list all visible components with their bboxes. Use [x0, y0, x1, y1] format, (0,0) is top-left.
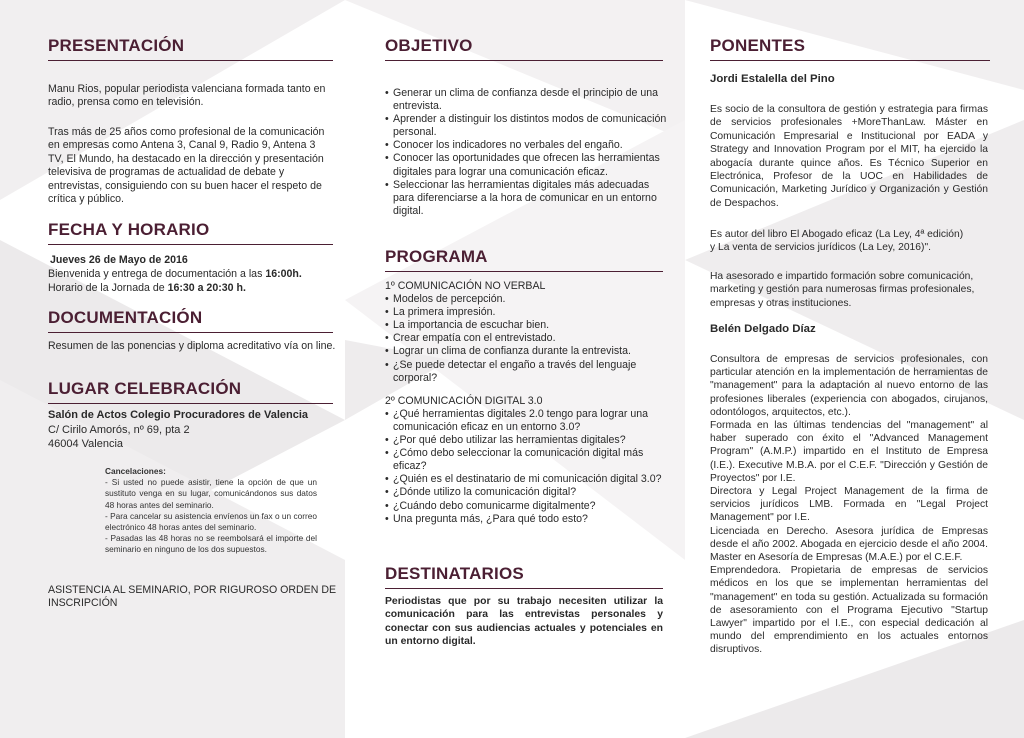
list-item: • La primera impresión. — [385, 306, 665, 319]
heading-presentacion: PRESENTACIÓN — [48, 36, 185, 55]
speaker-2-bio-p2: Formada en las últimas tendencias del "management" al haber superado con éxito el "Advanced Management Program" (A.M.P.) impartido en el Instituto de Empresa (I.E.). Executive M.B.A. por el C.E.F. "Dirección y Gestión de Proyectos" por I.E. — [710, 420, 988, 484]
cancelaciones-p2: - Para cancelar su asistencia envíenos un fax o un correo electrónico 48 horas antes del seminario. — [105, 510, 317, 533]
heading-objetivo: OBJETIVO — [385, 36, 473, 55]
list-item: • Generar un clima de confianza desde el principio de una entrevista. — [385, 87, 670, 113]
session-time — [48, 282, 348, 295]
programa-section-2-list — [385, 408, 665, 526]
speaker-2-bio-p3: Directora y Legal Project Management de la firma de servicios jurídicos LMB. Formada en "Legal Project Management" por I.E. — [710, 486, 988, 524]
list-item: • La importancia de escuchar bien. — [385, 319, 665, 332]
list-item: • ¿Se puede detectar el engaño a través del lenguaje corporal? — [385, 359, 665, 385]
speaker-2-bio-p5: Emprendedora. Propietaria de empresas de servicios médicos en los que se implementan herramientas del "management" en toda su gestión. Actualizada su formación de asesoramiento con el Programa Ejecutivo "Startup Lawyer" impartido por el I.E., con especial dedicación al mundo del emprendimiento en los actuales entornos disruptivos. — [710, 565, 988, 656]
list-item: • Conocer los indicadores no verbales del engaño. — [385, 139, 670, 152]
speaker-1-book-1: Es autor del libro El Abogado eficaz (La Ley, 4ª edición) — [710, 229, 964, 240]
speaker-2-bio — [710, 353, 988, 657]
list-item: • Modelos de percepción. — [385, 293, 665, 306]
divider — [385, 60, 663, 61]
list-item: • ¿Quién es el destinatario de mi comunicación digital 3.0? — [385, 473, 665, 486]
speaker-1-bio: Es socio de la consultora de gestión y estrategia para firmas de servicios profesionales +MoreThanLaw. Máster en Comunicación Empresarial e Institucional por EADA y Strategy and Innovation Program por el MIT, ha ejercido la abogacía durante quince años. Es Técnico Superior en Electrónica, Profesor de la UOC en Habilidades de Comunicación, Marketing Jurídico y Organización y Gestión de Despachos. — [710, 104, 988, 209]
presentacion-intro: Manu Rios, popular periodista valenciana formada tanto en radio, prensa como en televisión. — [48, 83, 326, 109]
session-time-value: 16:30 a 20:30 h. — [167, 282, 246, 294]
list-item: • ¿Qué herramientas digitales 2.0 tengo para lograr una comunicación eficaz en un entorno 3.0? — [385, 408, 665, 434]
cancelaciones-p3: - Pasadas las 48 horas no se reembolsará el importe del seminario en ninguno de los dos supuestos. — [105, 533, 317, 555]
divider — [48, 244, 333, 245]
divider — [48, 332, 333, 333]
heading-programa: PROGRAMA — [385, 247, 488, 266]
heading-fecha-horario: FECHA Y HORARIO — [48, 220, 210, 239]
divider — [48, 60, 333, 61]
heading-destinatarios: DESTINATARIOS — [385, 564, 524, 583]
cancelaciones-box — [105, 466, 317, 556]
divider — [48, 403, 333, 404]
heading-lugar: LUGAR CELEBRACIÓN — [48, 379, 242, 398]
programa-section-1-list — [385, 293, 665, 385]
welcome-label: Bienvenida y entrega de documentación a las — [48, 268, 266, 280]
speaker-2-bio-p1: Consultora de empresas de servicios profesionales, con particular atención en la implementación de herramientas de "management" para la adaptación al nuevo entorno de las profesiones liberales (experiencia con abogados, cirujanos, odontólogos, arquitectos, etc.). — [710, 354, 988, 418]
speaker-1-books — [710, 228, 995, 255]
list-item: • ¿Dónde utilizo la comunicación digital? — [385, 486, 665, 499]
divider — [385, 271, 663, 272]
venue-name: Salón de Actos Colegio Procuradores de Valencia — [48, 409, 309, 421]
venue-address: C/ Cirilo Amorós, nº 69, pta 2 — [48, 424, 190, 436]
speaker-2-name: Belén Delgado Díaz — [710, 323, 816, 335]
cancelaciones-p1: - Si usted no puede asistir, tiene la opción de que un sustituto venga en su lugar, comunicándonos sus datos 48 horas antes del seminario. — [105, 477, 317, 510]
event-date: Jueves 26 de Mayo de 2016 — [50, 254, 188, 266]
cancelaciones-title: Cancelaciones: — [105, 466, 166, 476]
presentacion-body: Tras más de 25 años como profesional de la comunicación en empresas como Antena 3, Canal 9, Radio 9, Antena 3 TV, El Mundo, ha destacado en la dirección y presentación televisiva de programas de actualidad de debate y entrevistas, consiguiendo con su buen hacer el respeto de crítica y público. — [48, 126, 325, 206]
welcome-time-value: 16:00h. — [265, 268, 302, 280]
list-item: • ¿Cuándo debo comunicarme digitalmente? — [385, 500, 665, 513]
venue-city: 46004 Valencia — [48, 438, 124, 450]
speaker-1-name: Jordi Estalella del Pino — [710, 73, 835, 85]
list-item: • Una pregunta más, ¿Para qué todo esto? — [385, 513, 665, 526]
list-item: • ¿Cómo debo seleccionar la comunicación digital más eficaz? — [385, 447, 665, 473]
heading-documentacion: DOCUMENTACIÓN — [48, 308, 203, 327]
speaker-1-book-2: y La venta de servicios jurídicos (La Ley, 2016)". — [710, 242, 931, 254]
documentacion-text: Resumen de las ponencias y diploma acreditativo vía on line. — [48, 340, 336, 352]
heading-ponentes: PONENTES — [710, 36, 806, 55]
divider — [385, 588, 663, 589]
divider — [710, 60, 990, 61]
speaker-2-bio-p4: Licenciada en Derecho. Asesora jurídica de Empresas desde el año 2002. Abogada en ejercicio desde el año 2004. Master en Asesoría de Empresas (M.A.E.) por el C.E.F. — [710, 525, 988, 564]
destinatarios-text: Periodistas que por su trabajo necesiten utilizar la comunicación para las entrevistas personales y conectar con sus audiencias actuales y potenciales en un entorno digital. — [385, 596, 663, 648]
speaker-1-training: Ha asesorado e impartido formación sobre comunicación, marketing y gestión para numerosas firmas profesionales, empresas y otras instituciones. — [710, 271, 975, 309]
asistencia-note: ASISTENCIA AL SEMINARIO, POR RIGUROSO ORDEN DE INSCRIPCIÓN — [48, 584, 337, 610]
list-item: • Seleccionar las herramientas digitales más adecuadas para diferenciarse a la hora de comunicar en un entorno digital. — [385, 179, 670, 218]
list-item: • Crear empatía con el entrevistado. — [385, 332, 665, 345]
list-item: • ¿Por qué debo utilizar las herramientas digitales? — [385, 434, 665, 447]
session-label: Horario de la Jornada de — [48, 282, 168, 294]
list-item: • Conocer las oportunidades que ofrecen las herramientas digitales para lograr una comunicación eficaz. — [385, 152, 670, 178]
objetivo-list — [385, 87, 670, 218]
programa-section-2-title: 2º COMUNICACIÓN DIGITAL 3.0 — [385, 394, 543, 407]
programa-section-1-title: 1º COMUNICACIÓN NO VERBAL — [385, 280, 546, 292]
programa-block — [385, 280, 665, 526]
list-item: • Aprender a distinguir los distintos modos de comunicación personal. — [385, 113, 670, 139]
list-item: • Lograr un clima de confianza durante la entrevista. — [385, 345, 665, 358]
welcome-time — [48, 268, 348, 281]
